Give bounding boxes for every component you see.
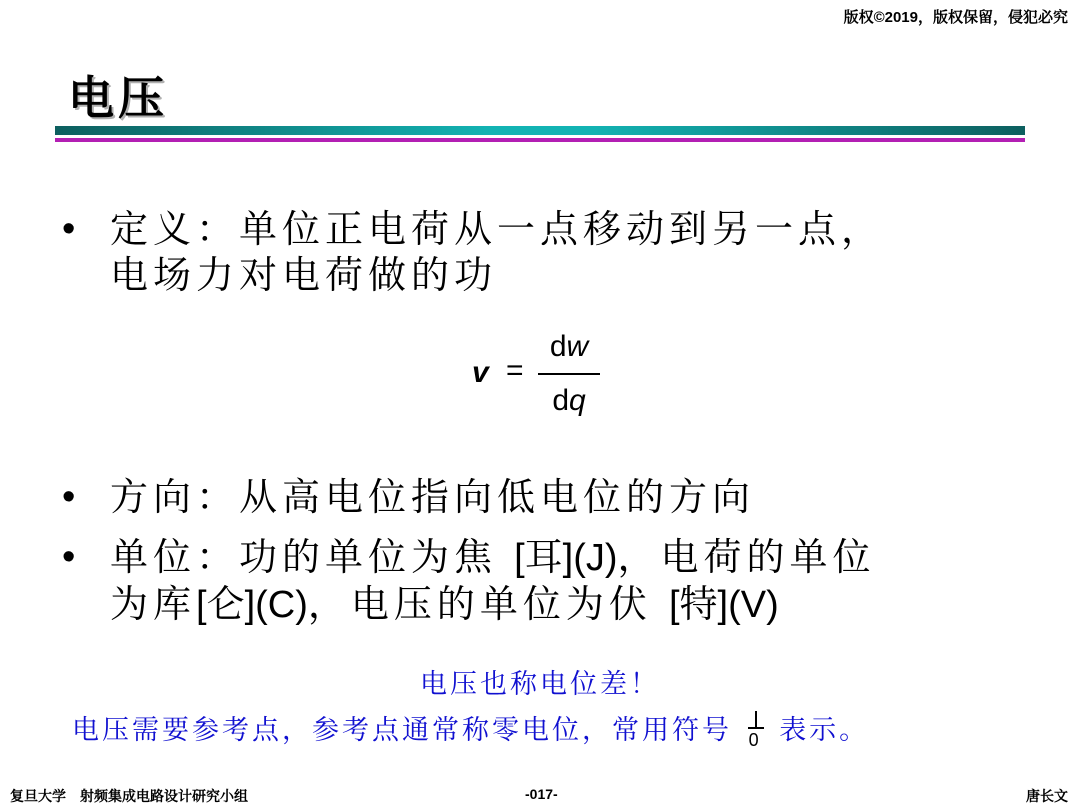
denominator-d: d xyxy=(552,384,569,417)
title-rule-teal xyxy=(55,126,1025,135)
unit-line-1 xyxy=(110,534,876,581)
formula-numerator xyxy=(538,330,600,364)
unit-volt: [特](V) xyxy=(669,584,779,626)
note-reference-after: 表示。 xyxy=(779,715,870,746)
fraction-bar xyxy=(538,373,600,375)
unit-line-1-a: 单位：功的单位为焦 xyxy=(110,535,498,579)
denominator-var: q xyxy=(569,384,586,417)
footer-page-number: -017- xyxy=(525,786,558,802)
unit-coulomb: [仑](C) xyxy=(196,584,308,626)
formula-equals: = xyxy=(506,354,524,387)
bullet-dot: • xyxy=(62,208,81,250)
bullet-dot: • xyxy=(62,476,81,518)
unit-line-1-c: ，电荷的单位 xyxy=(617,535,876,579)
ground-base xyxy=(748,727,764,729)
title-rule-magenta xyxy=(55,138,1025,142)
ground-symbol-icon xyxy=(746,711,766,751)
note-reference-point xyxy=(72,708,869,751)
unit-line-2-a: 为库 xyxy=(110,582,197,626)
bullet-unit-text xyxy=(110,534,876,628)
numerator-var: w xyxy=(566,330,589,363)
bullet-definition-text xyxy=(110,206,884,298)
footer-author: 唐长文 xyxy=(1026,788,1068,804)
copyright-notice: 版权©2019，版权保留，侵犯必究 xyxy=(843,9,1068,26)
note-potential-difference: 电压也称电位差！ xyxy=(420,669,660,700)
bullet-direction-text: 方向：从高电位指向低电位的方向 xyxy=(110,475,756,519)
note-reference-before: 电压需要参考点，参考点通常称零电位，常用符号 xyxy=(72,715,732,746)
slide-title: 电压 xyxy=(68,71,168,125)
ground-stem xyxy=(755,711,757,727)
ground-zero-label: 0 xyxy=(748,730,759,750)
formula-lhs: v xyxy=(472,356,489,389)
unit-line-2-c: ，电压的单位为伏 xyxy=(307,582,652,626)
unit-line-2 xyxy=(110,581,876,628)
bullet-dot: • xyxy=(62,536,81,578)
numerator-d: d xyxy=(549,330,567,363)
definition-line-2: 电场力对电荷做的功 xyxy=(110,253,498,297)
definition-line-1: 定义：单位正电荷从一点移动到另一点， xyxy=(110,207,885,251)
formula-denominator xyxy=(538,384,600,418)
footer-organization: 复旦大学 射频集成电路设计研究小组 xyxy=(10,788,248,804)
unit-joule: [耳](J) xyxy=(514,537,618,579)
